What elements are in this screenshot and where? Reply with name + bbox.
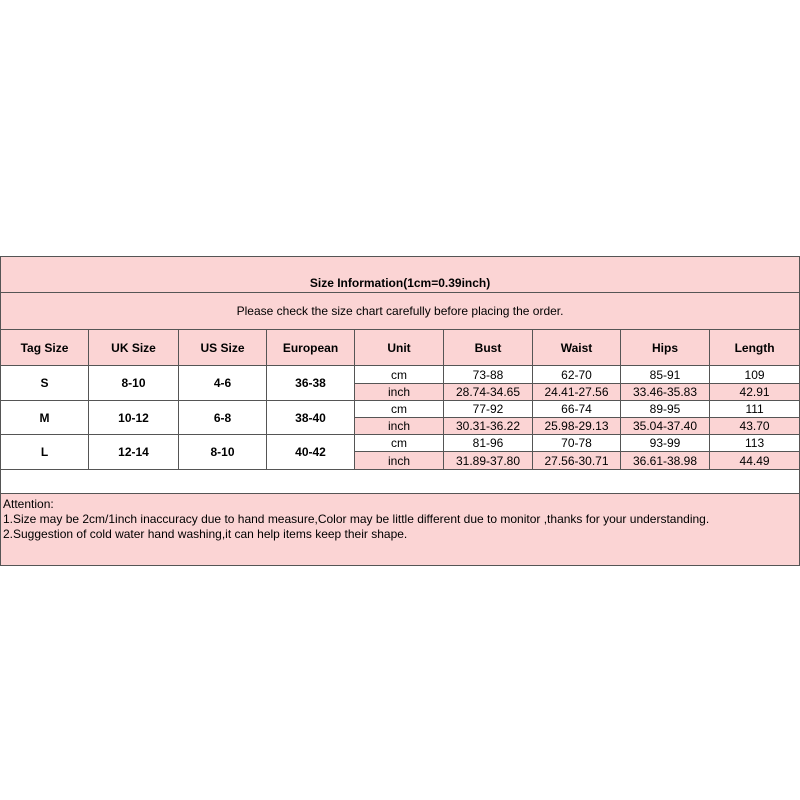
spacer-row xyxy=(1,470,800,494)
tag-size-cell: L xyxy=(1,435,89,470)
size-chart-table xyxy=(0,256,800,566)
unit-cell: cm xyxy=(355,366,444,384)
length-cell: 44.49 xyxy=(710,452,800,470)
header-hips: Hips xyxy=(621,330,710,366)
unit-cell: cm xyxy=(355,435,444,452)
waist-cell: 62-70 xyxy=(533,366,621,384)
table-row xyxy=(1,435,800,452)
hips-cell: 35.04-37.40 xyxy=(621,418,710,435)
header-us-size: US Size xyxy=(179,330,267,366)
length-cell: 43.70 xyxy=(710,418,800,435)
european-size-cell: 36-38 xyxy=(267,366,355,401)
attention-line-2: 2.Suggestion of cold water hand washing,it can help items keep their shape. xyxy=(3,527,408,541)
hips-cell: 93-99 xyxy=(621,435,710,452)
table-row xyxy=(1,366,800,384)
us-size-cell: 6-8 xyxy=(179,401,267,435)
attention-line-1: 1.Size may be 2cm/1inch inaccuracy due to hand measure,Color may be little different due to monitor ,thanks for your understanding. xyxy=(3,512,710,526)
attention-heading: Attention: xyxy=(3,497,54,511)
header-uk-size: UK Size xyxy=(89,330,179,366)
header-waist: Waist xyxy=(533,330,621,366)
bust-cell: 73-88 xyxy=(444,366,533,384)
hips-cell: 89-95 xyxy=(621,401,710,418)
waist-cell: 24.41-27.56 xyxy=(533,384,621,401)
bust-cell: 77-92 xyxy=(444,401,533,418)
tag-size-cell: M xyxy=(1,401,89,435)
header-bust: Bust xyxy=(444,330,533,366)
uk-size-cell: 8-10 xyxy=(89,366,179,401)
european-size-cell: 38-40 xyxy=(267,401,355,435)
european-size-cell: 40-42 xyxy=(267,435,355,470)
length-cell: 113 xyxy=(710,435,800,452)
bust-cell: 81-96 xyxy=(444,435,533,452)
bust-cell: 31.89-37.80 xyxy=(444,452,533,470)
header-european: European xyxy=(267,330,355,366)
bust-cell: 28.74-34.65 xyxy=(444,384,533,401)
us-size-cell: 4-6 xyxy=(179,366,267,401)
uk-size-cell: 12-14 xyxy=(89,435,179,470)
header-length: Length xyxy=(710,330,800,366)
hips-cell: 33.46-35.83 xyxy=(621,384,710,401)
length-cell: 109 xyxy=(710,366,800,384)
table-row xyxy=(1,401,800,418)
waist-cell: 25.98-29.13 xyxy=(533,418,621,435)
bust-cell: 30.31-36.22 xyxy=(444,418,533,435)
uk-size-cell: 10-12 xyxy=(89,401,179,435)
unit-cell: cm xyxy=(355,401,444,418)
header-tag-size: Tag Size xyxy=(1,330,89,366)
length-cell: 111 xyxy=(710,401,800,418)
hips-cell: 85-91 xyxy=(621,366,710,384)
waist-cell: 66-74 xyxy=(533,401,621,418)
unit-cell: inch xyxy=(355,418,444,435)
header-unit: Unit xyxy=(355,330,444,366)
size-chart-subtitle: Please check the size chart carefully before placing the order. xyxy=(1,293,800,330)
tag-size-cell: S xyxy=(1,366,89,401)
unit-cell: inch xyxy=(355,452,444,470)
attention-notes xyxy=(1,494,800,566)
waist-cell: 27.56-30.71 xyxy=(533,452,621,470)
unit-cell: inch xyxy=(355,384,444,401)
waist-cell: 70-78 xyxy=(533,435,621,452)
size-chart-title: Size Information(1cm=0.39inch) xyxy=(1,257,800,293)
us-size-cell: 8-10 xyxy=(179,435,267,470)
length-cell: 42.91 xyxy=(710,384,800,401)
hips-cell: 36.61-38.98 xyxy=(621,452,710,470)
